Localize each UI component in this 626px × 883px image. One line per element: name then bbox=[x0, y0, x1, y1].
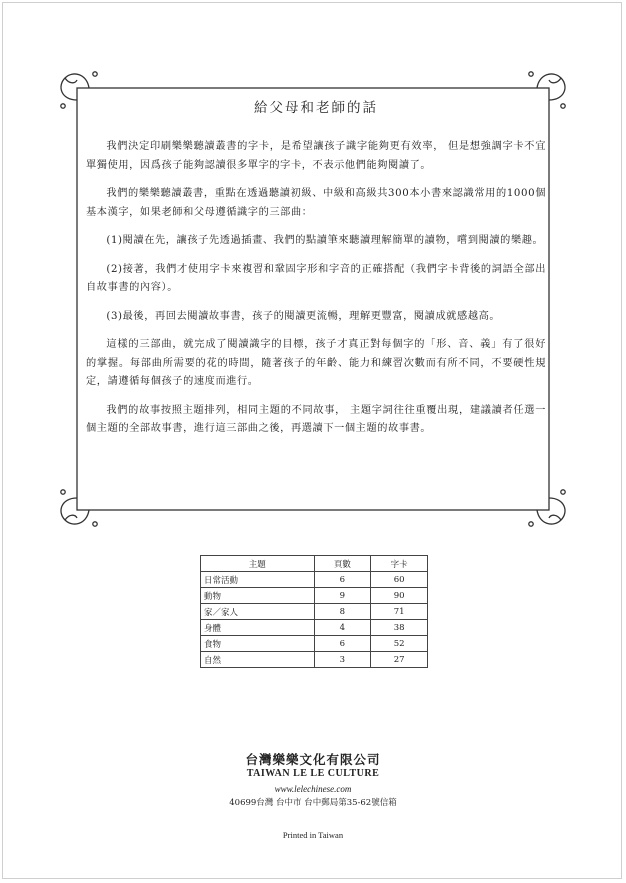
cell-topic: 食物 bbox=[201, 636, 315, 652]
table-row bbox=[201, 652, 428, 668]
cell-pages: 3 bbox=[314, 652, 371, 668]
table-header-row bbox=[201, 556, 428, 572]
letter-paragraph-5: (3)最後，再回去閱讀故事書，孩子的閱讀更流暢，理解更豐富，閱讀成就感越高。 bbox=[106, 310, 501, 322]
cell-topic: 自然 bbox=[201, 652, 315, 668]
letter-body bbox=[86, 96, 546, 449]
letter-paragraph-2: 我們的樂樂聽讀叢書，重點在透過聽讀初級、中級和高級共300本小書來認識常用的1000個基本漢字，如果老師和父母遵循識字的三部曲： bbox=[86, 188, 546, 218]
printed-in-note: Printed in Taiwan bbox=[282, 830, 344, 840]
cell-pages: 4 bbox=[314, 620, 371, 636]
letter-paragraph-1: 我們決定印刷樂樂聽讀叢書的字卡，是希望讓孩子識字能夠更有效率， 但是想強調字卡不宜單獨使用，因爲孩子能夠認讀很多單字的字卡，不表示他們能夠閱讀了。 bbox=[86, 141, 546, 171]
cell-cards: 60 bbox=[371, 572, 428, 588]
letter-paragraph-7: 我們的故事按照主題排列，相同主題的不同故事， 主題字詞往往重覆出現，建議讀者任選一個主題的全部故事書，進行這三部曲之後，再選讀下一個主題的故事書。 bbox=[86, 404, 546, 434]
table-row bbox=[201, 620, 428, 636]
cell-topic: 日常活動 bbox=[201, 572, 315, 588]
header-pages: 頁數 bbox=[314, 556, 371, 572]
letter-paragraph-3: (1)閱讀在先，讓孩子先透過插畫、我們的點讀筆來聽讀理解簡單的讀物，嚐到閱讀的樂趣。 bbox=[106, 235, 544, 246]
header-topic: 主題 bbox=[201, 556, 315, 572]
header-cards: 字卡 bbox=[371, 556, 428, 572]
cell-pages: 9 bbox=[314, 588, 371, 604]
letter-paragraph-4: (2)接著，我們才使用字卡來複習和鞏固字形和字音的正確搭配（我們字卡背後的詞語全部出自故事書的內容）。 bbox=[86, 263, 546, 293]
table-row bbox=[201, 604, 428, 620]
table-row bbox=[201, 572, 428, 588]
table-row bbox=[201, 588, 428, 604]
cell-pages: 6 bbox=[314, 636, 371, 652]
website-url: www.lelechinese.com bbox=[274, 784, 352, 794]
letter-paragraph-6: 這樣的三部曲，就完成了閱讀識字的目標，孩子才真正對每個字的「形、音、義」有了很好的掌握。每部曲所需要的花的時間，隨著孩子的年齡、能力和練習次數而有所不同，不要硬性規定，請遵循每個孩子的速度而進行。 bbox=[86, 339, 546, 387]
cell-cards: 90 bbox=[371, 588, 428, 604]
table-row bbox=[201, 636, 428, 652]
company-name-english: TAIWAN LE LE CULTURE bbox=[246, 768, 380, 779]
cell-topic: 家／家人 bbox=[201, 604, 315, 620]
letter-title: 給父母和老師的話 bbox=[254, 100, 378, 116]
cell-cards: 38 bbox=[371, 620, 428, 636]
topic-summary-table bbox=[200, 555, 428, 668]
company-name-chinese: 台灣樂樂文化有限公司 bbox=[245, 752, 381, 767]
cell-topic: 動物 bbox=[201, 588, 315, 604]
cell-pages: 8 bbox=[314, 604, 371, 620]
cell-topic: 身體 bbox=[201, 620, 315, 636]
cell-cards: 27 bbox=[371, 652, 428, 668]
cell-cards: 71 bbox=[371, 604, 428, 620]
cell-pages: 6 bbox=[314, 572, 371, 588]
postal-address: 40699台灣 台中市 台中郵局第35-62號信箱 bbox=[229, 798, 397, 808]
cell-cards: 52 bbox=[371, 636, 428, 652]
